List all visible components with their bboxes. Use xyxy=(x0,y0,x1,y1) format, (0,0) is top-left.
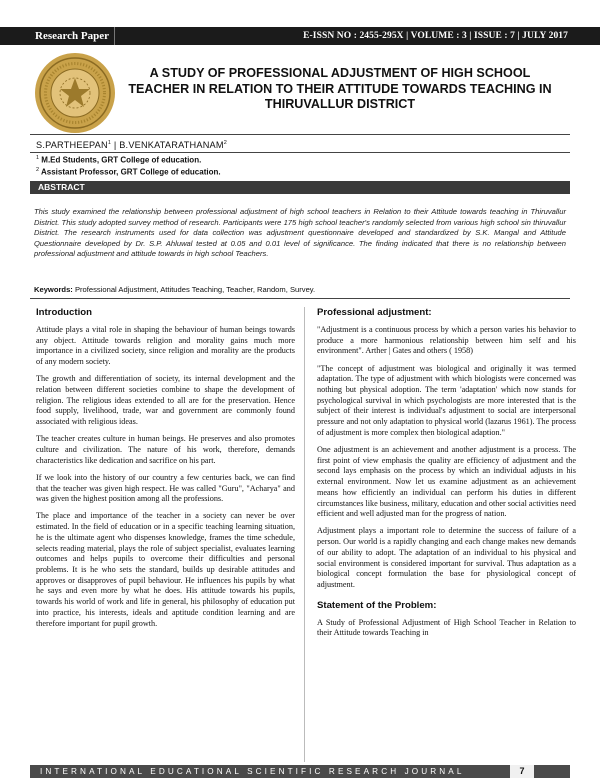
affiliation-text: M.Ed Students, GRT College of education. xyxy=(41,155,202,165)
abstract-text: This study examined the relationship between professional adjustment of high school teachers in Relation to their Attitude towards teaching in Thiruvallur District. This study adopted survey method of research. Participants were 175 high school teacher's randomly selected from various high school sin thiruvallur District. The research instruments used for data collection was adjustment questionnaire developed and standardized by S.K. Mangal and Attitude Questionnaire developed by Dr. S.P. Ahluwal tested at 0.05 and 0.01 level of significance. The finding indicated that there is no relationship between professional adjustment and attitude towards in high school Teachers. xyxy=(34,207,566,259)
statement-of-problem-heading: Statement of the Problem: xyxy=(317,599,437,611)
affiliation-superscript: 2 xyxy=(36,167,40,173)
right-column xyxy=(317,307,576,646)
author-separator: | xyxy=(113,140,117,151)
body-paragraph: "The concept of adjustment was biological and originally it was termed adaptation. The type of adjustment with which biologists were concerned was nothing but physical adoption. The term 'adaptation' which now stands for psychological survival in which psychologists are more interested that is the subject of their interest is individual's adjustment to social are interpersonal pressure and not only adaptation to physical world (lazarus 1961). The process of adjustment is more complex then biological adaption." xyxy=(317,363,576,437)
keywords-text: Professional Adjustment, Attitudes Teaching, Teacher, Random, Survey. xyxy=(74,285,316,294)
body-paragraph: Attitude plays a vital role in shaping the behaviour of human beings towards any object. Attitude towards religion and morality gains much more importance in a civilized society, since religion and morality are the products of any modern society. xyxy=(36,325,295,367)
author-name: B.VENKATARATHANAM xyxy=(119,140,224,151)
author-superscript: 1 xyxy=(107,140,112,146)
author-name: S.PARTHEEPAN xyxy=(36,140,108,151)
page-number: 7 xyxy=(510,765,534,778)
journal-seal-logo xyxy=(34,52,116,134)
journal-name-footer: INTERNATIONAL EDUCATIONAL SCIENTIFIC RESEARCH JOURNAL xyxy=(40,767,465,776)
author-divider xyxy=(30,152,570,153)
body-paragraph: The teacher creates culture in human beings. He preserves and also promotes culture and civilization. The nature of his work, therefore, demands characteristics like dedication and sacrifice on his part. xyxy=(36,434,295,465)
author-line xyxy=(36,140,227,150)
keywords-divider xyxy=(30,298,570,299)
body-paragraph: Adjustment plays a important role to determine the success of failure of a person. Our world is a rapidly changing and each change makes new demands of our ability to adopt. The adaptation of an individual to his physical and social environment is considered important for survival. Thus adaptation as a biological concept formulation the base for physiological concept of adjustment. xyxy=(317,526,576,589)
keywords-label: Keywords: xyxy=(34,285,73,294)
body-paragraph: If we look into the history of our country a few centuries back, we can find that the teacher was given high respect. He was called "Guru", "Acharya" and was given the highest position among all the professions. xyxy=(36,472,295,504)
body-paragraph: A Study of Professional Adjustment of High School Teacher in Relation to their Attitude towards Teaching in xyxy=(317,617,576,638)
professional-adjustment-heading: Professional adjustment: xyxy=(317,307,432,318)
abstract-bar xyxy=(30,181,570,194)
body-paragraph: The growth and differentiation of society, its internal development and the relation between different societies combine to shape the development of religion. The religious ideas extended to all are for the preservation. Hence food supply, livelihood, trade, war and government are commonly found associated with religious ideas. xyxy=(36,374,295,427)
affiliation-text: Assistant Professor, GRT College of education. xyxy=(41,167,221,177)
affiliation-2 xyxy=(36,167,221,177)
body-paragraph: "Adjustment is a continuous process by which a person varies his behavior to produce a more harmonious relationship between him self and his environment". Arther | Gates and others ( 1958) xyxy=(317,325,576,356)
keywords-line xyxy=(34,285,315,294)
issn-volume-line: E-ISSN NO : 2455-295X | VOLUME : 3 | ISSUE : 7 | JULY 2017 xyxy=(303,31,568,41)
paper-title: A STUDY OF PROFESSIONAL ADJUSTMENT OF HIGH SCHOOL TEACHER IN RELATION TO THEIR ATTITUDE TOWARDS TEACHING IN THIRUVALLUR DISTRICT xyxy=(128,66,552,111)
body-paragraph: The place and importance of the teacher in a society can never be over estimated. In the field of education or in a specific teaching learning situation, he is the ultimate agent who dispenses knowledge, frames the time schedule, selects reading material, plays the role of subject specialist, evaluates learning outcomes and helps pupils to overcome their difficulties and personal problems. It is he who sets the standard, builds up desirable attitudes and approves or disapproves of pupil behaviour. He influences his pupils by what he says and even more by what he does. His attitude towards his pupils, towards his world of work and life in general, his philosophy of education put into practice, his interests, ideals and aptitude condition learning and are therefore important for pupil growth. xyxy=(36,511,295,628)
abstract-heading: ABSTRACT xyxy=(38,182,85,192)
author-superscript: 2 xyxy=(223,140,227,146)
research-paper-label: Research Paper xyxy=(30,27,115,45)
affiliation-superscript: 1 xyxy=(36,155,40,161)
column-divider xyxy=(304,307,305,762)
body-paragraph: One adjustment is an achievement and another adjustment is a process. The first point of view emphasis the quality are efficiency of adjustment and the second lays emphasis on the process by which an individual adjusts in his external environment. Now let us examine adjustment as an achievement means how efficiently an individual can perform his duties in different circumstances like business, military, education and other social activities need efficient and well adjusted man for the progress of nation. xyxy=(317,444,576,519)
title-divider xyxy=(30,134,570,135)
left-column xyxy=(36,307,295,636)
introduction-heading: Introduction xyxy=(36,307,92,318)
affiliation-1 xyxy=(36,155,201,165)
